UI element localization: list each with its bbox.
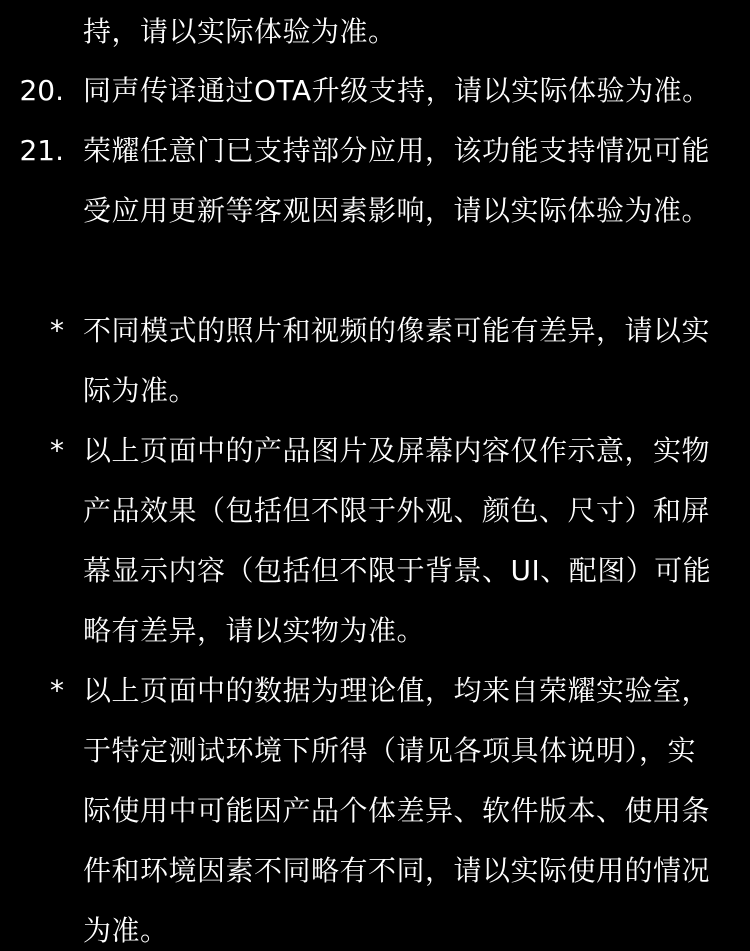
disclaimer-line: 际使用中可能因产品个体差异、软件版本、使用条 [83,794,711,827]
disclaimer-line: 以上页面中的数据为理论值，均来自荣耀实验室， [83,674,711,707]
asterisk-marker: * [50,674,64,707]
asterisk-marker: * [50,314,64,347]
disclaimer-line: 际为准。 [83,374,198,407]
disclaimer-line: 于特定测试环境下所得（请见各项具体说明），实 [83,734,697,767]
disclaimer-line: 为准。 [83,914,169,947]
asterisk-marker: * [50,434,64,467]
note-number: 20. [19,74,64,107]
disclaimer-line: 以上页面中的产品图片及屏幕内容仅作示意，实物 [83,434,711,467]
disclaimer-line: 不同模式的照片和视频的像素可能有差异，请以实 [83,314,711,347]
note-continuation-line: 持，请以实际体验为准。 [83,15,397,48]
disclaimer-line: 幕显示内容（包括但不限于背景、UI、配图）可能 [83,554,712,587]
note-line: 受应用更新等客观因素影响，请以实际体验为准。 [83,194,711,227]
disclaimer-line: 产品效果（包括但不限于外观、颜色、尺寸）和屏 [83,494,711,527]
note-number: 21. [19,134,64,167]
disclaimer-line: 件和环境因素不同略有不同，请以实际使用的情况 [83,854,711,887]
disclaimer-line: 略有差异，请以实物为准。 [83,614,426,647]
note-line: 同声传译通过OTA升级支持，请以实际体验为准。 [83,74,711,107]
note-line: 荣耀任意门已支持部分应用，该功能支持情况可能 [83,134,711,167]
